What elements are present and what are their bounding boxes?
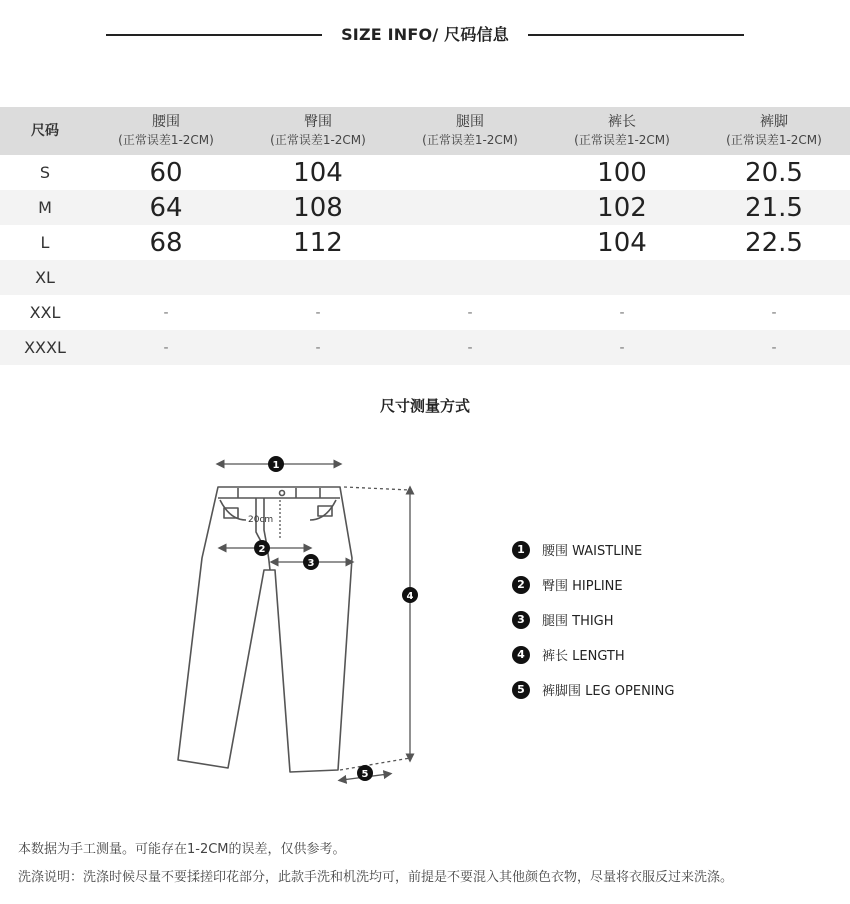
legend-item-hipline: [512, 567, 674, 602]
marker-5: [357, 765, 373, 781]
table-cell: -: [315, 304, 321, 321]
marker-1: [268, 456, 284, 472]
measurement-note: 本数据为手工测量。可能存在1-2CM的误差，仅供参考。: [18, 842, 346, 857]
table-cell: 68: [149, 227, 183, 258]
table-row: [0, 225, 850, 260]
table-row: [0, 330, 850, 365]
table-cell: -: [394, 330, 546, 365]
size-table: [0, 107, 850, 365]
table-cell: -: [163, 304, 169, 321]
marker-4-label: 4: [406, 591, 414, 602]
marker-5-label: 5: [361, 769, 369, 780]
table-cell: 104: [293, 157, 343, 188]
table-cell: -: [467, 304, 473, 321]
table-cell: [90, 260, 242, 295]
marker-2: [254, 540, 270, 556]
marker-4: [402, 587, 418, 603]
pants-measurement-diagram: [160, 440, 460, 810]
column-header-label: 腿围: [456, 114, 484, 130]
table-cell: -: [619, 304, 625, 321]
table-cell: -: [771, 304, 777, 321]
table-cell: [394, 260, 546, 295]
table-cell: 21.5: [698, 190, 850, 225]
table-cell: 100: [597, 157, 647, 188]
table-cell: [394, 155, 546, 190]
legend-item-length: [512, 637, 674, 672]
table-cell: [394, 225, 546, 260]
table-row: [0, 260, 850, 295]
column-header-label: 裤长: [608, 114, 636, 130]
table-cell: 64: [90, 190, 242, 225]
number-1-icon: 1: [512, 541, 530, 559]
table-cell: [394, 190, 546, 225]
table-row: [0, 190, 850, 225]
legend-item-waistline: [512, 532, 674, 567]
size-cell: XXXL: [0, 330, 90, 365]
table-cell: 112: [293, 227, 343, 258]
number-3-icon: 3: [512, 611, 530, 629]
legend-item-thigh: [512, 602, 674, 637]
legend-label: 裤脚围 LEG OPENING: [542, 684, 675, 699]
number-2-icon: 2: [512, 576, 530, 594]
size-cell: L: [40, 233, 50, 252]
table-cell: [546, 260, 698, 295]
size-cell: XL: [0, 260, 90, 295]
number-5-icon: 5: [512, 681, 530, 699]
legend-label: 臀围 HIPLINE: [542, 579, 623, 594]
table-cell: [242, 260, 394, 295]
page-title: SIZE INFO/ 尺码信息: [341, 25, 509, 44]
column-header: [394, 107, 546, 155]
table-cell: 20.5: [745, 157, 803, 188]
column-header: [698, 107, 850, 155]
table-header-row: [0, 107, 850, 155]
table-row: [0, 155, 850, 190]
column-header-label: 臀围: [304, 114, 332, 130]
column-header-label: 尺码: [31, 123, 59, 139]
measurement-lines: [220, 464, 410, 780]
table-cell: 108: [242, 190, 394, 225]
legend-item-leg-opening: [512, 672, 674, 707]
table-cell: 102: [546, 190, 698, 225]
column-header-note: (正常误差1-2CM): [726, 133, 822, 147]
size-cell: M: [0, 190, 90, 225]
column-header: [242, 107, 394, 155]
legend-label: 腰围 WAISTLINE: [542, 544, 643, 559]
table-cell: [698, 260, 850, 295]
table-cell: -: [90, 330, 242, 365]
column-header-note: (正常误差1-2CM): [270, 133, 366, 147]
size-cell: S: [39, 163, 51, 182]
marker-3-label: 3: [307, 558, 315, 569]
marker-1-label: 1: [272, 460, 280, 471]
column-header-label: 裤脚: [760, 114, 788, 130]
legend-label: 腿围 THIGH: [542, 614, 614, 629]
table-cell: -: [242, 330, 394, 365]
table-row: [0, 295, 850, 330]
table-cell: 104: [597, 227, 647, 258]
table-cell: -: [698, 330, 850, 365]
measurement-method-title: 尺寸测量方式: [379, 397, 470, 415]
column-header: [546, 107, 698, 155]
column-header-label: 腰围: [152, 114, 180, 130]
size-cell: XXL: [29, 303, 61, 322]
column-header-note: (正常误差1-2CM): [118, 133, 214, 147]
washing-instructions: 洗涤说明：洗涤时候尽量不要揉搓印花部分，此款手洗和机洗均可，前提是不要混入其他颜色衣物，尽量将衣服反过来洗涤。: [18, 870, 734, 885]
legend-label: 裤长 LENGTH: [542, 649, 625, 664]
marker-2-label: 2: [258, 544, 266, 555]
measure-20cm-label: 20cm: [248, 515, 274, 525]
number-4-icon: 4: [512, 646, 530, 664]
table-cell: 60: [149, 157, 183, 188]
column-header: [0, 107, 90, 155]
column-header-note: (正常误差1-2CM): [574, 133, 670, 147]
pants-outline: [178, 487, 352, 772]
marker-3: [303, 554, 319, 570]
table-cell: 22.5: [745, 227, 803, 258]
column-header: [90, 107, 242, 155]
table-cell: -: [546, 330, 698, 365]
column-header-note: (正常误差1-2CM): [422, 133, 518, 147]
measurement-legend: [512, 532, 674, 707]
